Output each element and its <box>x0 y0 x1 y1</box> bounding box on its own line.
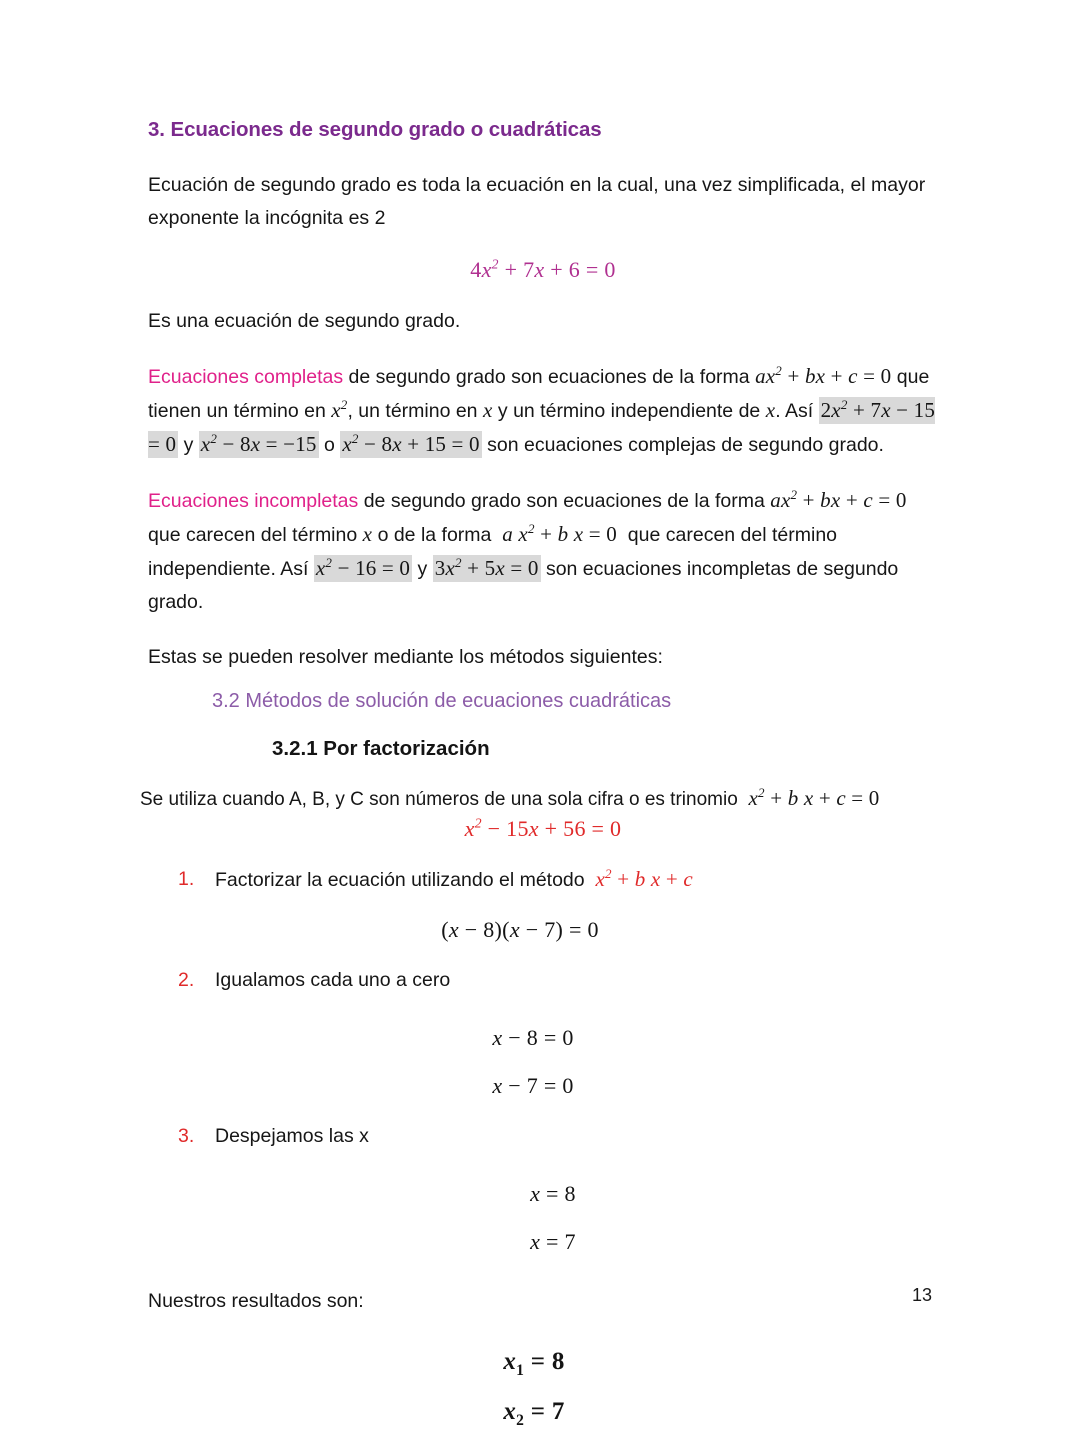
completas-text-6: son ecuaciones complejas de segundo grado. <box>481 433 884 456</box>
step2-display-equation-2: x − 7 = 0 <box>492 1073 574 1099</box>
step-text: Factorizar la ecuación utilizando el método <box>215 869 591 892</box>
completas-example-2: $x^2 - 8x = -15$ <box>200 430 317 456</box>
incompletas-text-3: o de la forma <box>372 523 497 546</box>
incompletas-paragraph: Ecuaciones incompletas de segundo grado son ecuaciones de la forma $ax^2$ + bx + c = 0 que carecen del término x o de la forma a $x^2 + b$ x = 0 que carecen del término independiente. Así $x^2 - 16 = 0$ y $3x^2 + 5x = 0$ son ecuaciones incompletas de segundo grado. <box>148 486 907 613</box>
spacer <box>148 1051 938 1073</box>
completas-text-3: , un término en <box>347 399 483 422</box>
subsection-heading-321: 3.2.1 Por factorización <box>272 736 490 760</box>
completas-text-5: . Así <box>775 399 819 422</box>
methods-intro: Estas se pueden resolver mediante los métodos siguientes: <box>148 645 663 668</box>
page-number: 13 <box>911 1285 932 1305</box>
step2-display-equation-1: x − 8 = 0 <box>492 1025 574 1051</box>
step3-display-equation-2: x = 7 <box>530 1229 576 1255</box>
step-inline-equation: $x^2 + b$ x + c <box>590 866 693 892</box>
incompletas-var-x: x <box>362 521 373 546</box>
usage-paragraph <box>140 784 938 814</box>
spacer <box>148 1207 938 1229</box>
steps-list <box>148 864 938 1255</box>
result-equation-1: $x_1 = 8$ <box>503 1348 565 1380</box>
incompletas-term: Ecuaciones incompletas <box>148 489 359 512</box>
spacer <box>148 1255 938 1285</box>
completas-text-1: de segundo grado son ecuaciones de la forma <box>343 365 756 388</box>
incompletas-form-2: a $x^2 + b$ x = 0 <box>496 520 617 546</box>
completas-var-x2: x <box>765 397 776 422</box>
step-marker: 1. <box>178 868 195 891</box>
step-text: Igualamos cada uno a cero <box>215 969 451 992</box>
step1-display-equation: (x − 8)(x − 7) = 0 <box>441 917 599 943</box>
spacer <box>148 1376 938 1398</box>
incompletas-text-1: de segundo grado son ecuaciones de la forma <box>358 489 771 512</box>
completas-term: Ecuaciones completas <box>148 365 344 388</box>
worked-equation: $x^2 - 15x + 56 = 0$ <box>464 815 622 842</box>
result-equation-2: $x_2 = 7$ <box>503 1398 565 1429</box>
completas-var-x: x <box>482 397 493 422</box>
step-text: Despejamos las x <box>215 1125 369 1148</box>
usage-text: Se utiliza cuando A, B, y C son números de una sola cifra o es trinomio <box>140 789 744 811</box>
spacer <box>148 995 938 1025</box>
completas-conj-y: y <box>178 433 199 456</box>
completas-paragraph: Ecuaciones completas de segundo grado son ecuaciones de la forma $ax^2$ + bx + c = 0 que tienen un término en $x^2$, un término en x y un término independiente de x. Así $2x^2 + 7x - 15 = 0$ y $x^2 - 8x = -15$ o $x^2 - 8x + 15 = 0$ son ecuaciones complejas de segundo grado. <box>148 362 936 456</box>
results-label: Nuestros resultados son: <box>148 1290 364 1313</box>
spacer <box>148 283 938 305</box>
incompletas-text-2: que carecen del término <box>148 523 363 546</box>
spacer <box>148 895 938 917</box>
spacer <box>148 1099 938 1121</box>
spacer <box>148 943 938 965</box>
completas-form: a <box>755 363 766 388</box>
completas-example-3: $x^2 - 8x + 15 = 0$ <box>342 430 480 456</box>
spacer <box>148 338 938 360</box>
intro-paragraph: Ecuación de segundo grado es toda la ecuación en la cual, una vez simplificada, el mayor exponente la incógnita es 2 <box>148 173 926 229</box>
completas-text-4: y un término independiente de <box>492 399 766 422</box>
spacer <box>148 235 938 257</box>
intro-equation: $4x^2 + 7x + 6 = 0$ <box>470 256 616 282</box>
subsection-heading-32: 3.2 Métodos de solución de ecuaciones cuadráticas <box>212 689 672 712</box>
spacer <box>148 1318 938 1348</box>
spacer <box>148 1151 938 1181</box>
completas-text-2: que tienen un término en <box>148 365 930 422</box>
step3-display-equation-1: x = 8 <box>530 1181 576 1207</box>
list-item <box>148 965 938 995</box>
spacer <box>148 714 938 736</box>
spacer <box>148 619 938 641</box>
completas-example-1: $2x^2 + 7x - 15 = 0$ <box>148 396 936 456</box>
page-title: 3. Ecuaciones de segundo grado o cuadráticas <box>148 118 602 141</box>
usage-equation: $x^2 + b$ x + c = 0 <box>743 785 880 811</box>
incompletas-example-1: $x^2 - 16 = 0$ <box>315 554 411 580</box>
completas-var-sq: $x^2$ <box>331 396 348 422</box>
incompletas-text-4: que carecen del término independiente. Así <box>148 523 838 580</box>
incompletas-text-5: son ecuaciones incompletas de segundo grado. <box>148 557 899 613</box>
spacer <box>148 674 938 688</box>
spacer <box>148 462 938 484</box>
incompletas-conj-y: y <box>412 557 433 580</box>
list-item <box>148 864 938 895</box>
spacer <box>148 762 938 784</box>
document-content <box>140 118 938 1429</box>
completas-conj-o: o <box>318 433 341 456</box>
spacer <box>148 842 938 864</box>
after-equation-text: Es una ecuación de segundo grado. <box>148 309 461 332</box>
incompletas-form: a <box>770 487 781 512</box>
list-item <box>148 1121 938 1151</box>
step-marker: 2. <box>178 969 195 992</box>
incompletas-example-2: $3x^2 + 5x = 0$ <box>434 554 539 580</box>
step-marker: 3. <box>178 1125 195 1148</box>
